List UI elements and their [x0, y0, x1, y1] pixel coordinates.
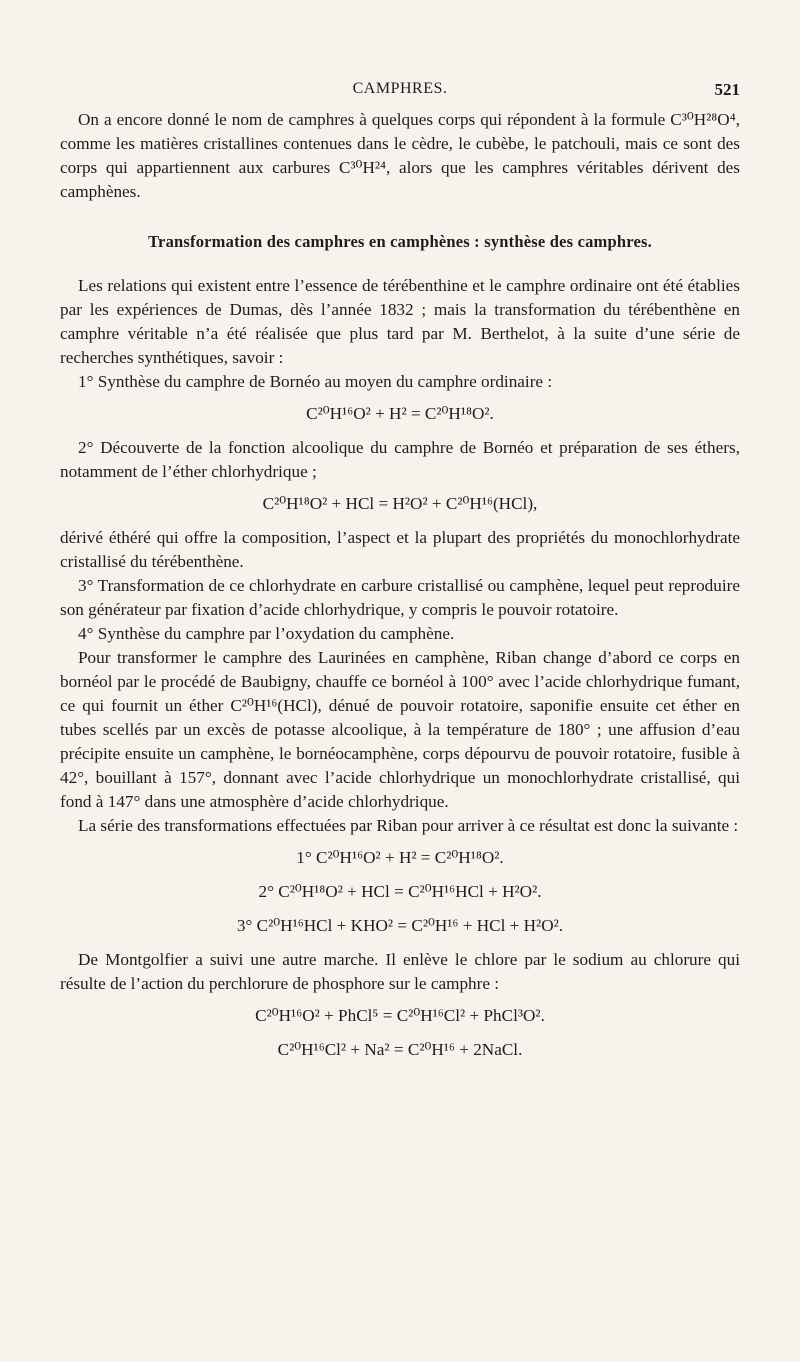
list-item-3: 3° Transformation de ce chlorhydrate en carbure cristallisé ou camphène, lequel peut reproduire son générateur par fixation d’acide chlorhydrique, y compris le pouvoir rotatoire.: [60, 576, 740, 619]
list-item-2: 2° Découverte de la fonction alcoolique du camphre de Bornéo et préparation de ses éthers, notamment de l’éther chlorhydrique ;: [60, 438, 740, 481]
paragraph-intro: On a encore donné le nom de camphres à quelques corps qui répondent à la formule C³⁰H²⁸O⁴, comme les matières cristallines contenues dans le cèdre, le cubèbe, le patchouli, mais ce sont des corps qui appartiennent aux carbures C³⁰H²⁴, alors que les camphres véritables dérivent des camphènes.: [60, 110, 740, 201]
formula-4: 2° C²⁰H¹⁸O² + HCl = C²⁰H¹⁶HCl + H²O².: [258, 882, 542, 901]
formula-1: C²⁰H¹⁶O² + H² = C²⁰H¹⁸O².: [306, 404, 494, 423]
page-header: [60, 80, 740, 106]
formula-7: C²⁰H¹⁶Cl² + Na² = C²⁰H¹⁶ + 2NaCl.: [277, 1040, 523, 1059]
formula-3: 1° C²⁰H¹⁶O² + H² = C²⁰H¹⁸O².: [296, 848, 504, 867]
list-item-4: 4° Synthèse du camphre par l’oxydation du camphène.: [78, 624, 455, 643]
formula-2: C²⁰H¹⁸O² + HCl = H²O² + C²⁰H¹⁶(HCl),: [262, 494, 538, 513]
paragraph-series: La série des transformations effectuées par Riban pour arriver à ce résultat est donc la suivante :: [78, 816, 739, 835]
formula-5: 3° C²⁰H¹⁶HCl + KHO² = C²⁰H¹⁶ + HCl + H²O².: [236, 916, 564, 935]
paragraph-relations: Les relations qui existent entre l’essence de térébenthine et le camphre ordinaire ont été établies par les expériences de Dumas, dès l’année 1832 ; mais la transformation du térébenthène en camphre véritable n’a été réalisée que plus tard par M. Berthelot, à la suite d’une série de recherches synthétiques, savoir :: [60, 276, 740, 367]
list-item-1: 1° Synthèse du camphre de Bornéo au moyen du camphre ordinaire :: [78, 372, 553, 391]
paragraph-riban: Pour transformer le camphre des Laurinées en camphène, Riban change d’abord ce corps en bornéol par le procédé de Baubigny, chauffe ce bornéol à 100° avec l’acide chlorhydrique fumant, ce qui fournit un éther C²⁰H¹⁶(HCl), dénué de pouvoir rotatoire, saponifie ensuite cet éther en tubes scellés par un excès de potasse alcoolique, à la température de 180° ; une affusion d’eau précipite ensuite un camphène, le bornéocamphène, corps dépourvu de pouvoir rotatoire, fusible à 42°, bouillant à 157°, donnant avec l’acide chlorhydrique un monochlorhydrate cristallisé, qui fond à 147° dans une atmosphère d’acide chlorhydrique.: [60, 648, 740, 811]
formula-6: C²⁰H¹⁶O² + PhCl⁵ = C²⁰H¹⁶Cl² + PhCl³O².: [255, 1006, 545, 1025]
running-title: CAMPHRES.: [352, 80, 448, 97]
paragraph-derive: dérivé éthéré qui offre la composition, l’aspect et la plupart des propriétés du monochlorhydrate cristallisé du térébenthène.: [60, 528, 740, 571]
paragraph-montgolfier: De Montgolfier a suivi une autre marche. Il enlève le chlore par le sodium au chlorure qui résulte de l’action du perchlorure de phosphore sur le camphre :: [60, 950, 740, 993]
section-title: Transformation des camphres en camphènes : synthèse des camphres.: [148, 232, 652, 251]
page-number: 521: [714, 80, 740, 99]
text-body: [60, 108, 740, 1072]
